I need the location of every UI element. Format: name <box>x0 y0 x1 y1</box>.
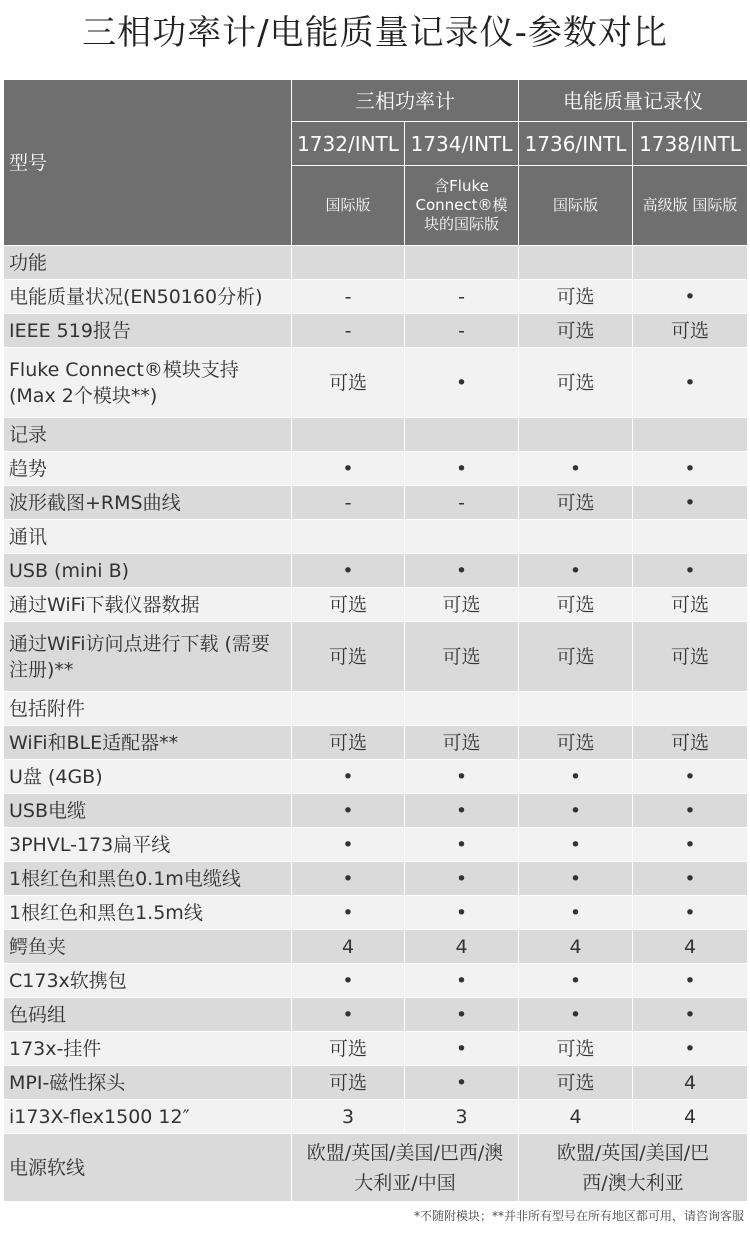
cell-value: 4 <box>292 930 405 964</box>
cell-value: • <box>405 1032 519 1066</box>
cell-value: • <box>292 452 405 486</box>
table-row <box>4 622 748 692</box>
comparison-table <box>3 79 748 1202</box>
cell-value: • <box>405 896 519 930</box>
row-label: 通过WiFi下载仪器数据 <box>4 588 292 622</box>
cell-value <box>633 520 748 554</box>
footnote: *不随附模块；**并非所有型号在所有地区都可用，请咨询客服 <box>413 1209 744 1223</box>
cell-value: • <box>292 998 405 1032</box>
cell-value: 4 <box>633 1100 748 1134</box>
cell-value: • <box>292 828 405 862</box>
cell-value: 可选 <box>519 1066 633 1100</box>
table-row <box>4 930 748 964</box>
row-label: 波形截图+RMS曲线 <box>4 486 292 520</box>
cell-value: 可选 <box>519 726 633 760</box>
cell-value: • <box>405 1066 519 1100</box>
table-row <box>4 828 748 862</box>
cell-value: - <box>292 280 405 314</box>
cell-value: 3 <box>405 1100 519 1134</box>
cell-value: 4 <box>519 930 633 964</box>
cell-value: 可选 <box>633 726 748 760</box>
cell-value: • <box>633 554 748 588</box>
cell-value: - <box>405 280 519 314</box>
cell-value: • <box>405 998 519 1032</box>
cell-value: 可选 <box>292 1032 405 1066</box>
cell-value <box>292 418 405 452</box>
cell-value <box>405 692 519 726</box>
table-row <box>4 1100 748 1134</box>
model-1732: 1732/INTL <box>292 122 405 166</box>
model-1736: 1736/INTL <box>519 122 633 166</box>
cell-value: • <box>633 828 748 862</box>
cell-value <box>633 246 748 280</box>
cell-value: • <box>633 486 748 520</box>
row-label: U盘 (4GB) <box>4 760 292 794</box>
cell-value: • <box>405 348 519 418</box>
cell-value: - <box>292 314 405 348</box>
version-1738: 高级版 国际版 <box>633 166 748 246</box>
cell-value: - <box>292 486 405 520</box>
section-label: 通讯 <box>4 520 292 554</box>
cell-value: 可选 <box>292 726 405 760</box>
table-row <box>4 452 748 486</box>
section-row <box>4 692 748 726</box>
row-label: 趋势 <box>4 452 292 486</box>
section-row <box>4 246 748 280</box>
row-label: 鳄鱼夹 <box>4 930 292 964</box>
table-row <box>4 760 748 794</box>
cell-value: • <box>405 828 519 862</box>
cell-value: 可选 <box>405 622 519 692</box>
row-label: 色码组 <box>4 998 292 1032</box>
row-label: 1根红色和黑色1.5m线 <box>4 896 292 930</box>
cell-value: • <box>519 760 633 794</box>
cell-value: 可选 <box>405 588 519 622</box>
cell-value: • <box>519 554 633 588</box>
row-label: 173x-挂件 <box>4 1032 292 1066</box>
cell-value: • <box>405 452 519 486</box>
model-1734: 1734/INTL <box>405 122 519 166</box>
model-label: 型号 <box>4 80 292 246</box>
cell-value: • <box>292 554 405 588</box>
cell-value: • <box>292 896 405 930</box>
table-row <box>4 862 748 896</box>
cell-value <box>405 246 519 280</box>
row-label: MPI-磁性探头 <box>4 1066 292 1100</box>
cell-value: • <box>633 452 748 486</box>
row-label: C173x软携包 <box>4 964 292 998</box>
row-label: 电源软线 <box>4 1134 292 1202</box>
row-label: 1根红色和黑色0.1m电缆线 <box>4 862 292 896</box>
table-row <box>4 964 748 998</box>
section-row <box>4 520 748 554</box>
cell-value <box>633 692 748 726</box>
section-label: 功能 <box>4 246 292 280</box>
row-label: 3PHVL-173扁平线 <box>4 828 292 862</box>
cell-value: • <box>405 554 519 588</box>
cell-value <box>519 692 633 726</box>
table-row <box>4 998 748 1032</box>
cell-value: • <box>633 1032 748 1066</box>
row-label: 通过WiFi访问点进行下载 (需要注册)** <box>4 622 292 692</box>
cell-value: • <box>292 862 405 896</box>
cell-value: 可选 <box>519 314 633 348</box>
header-row-groups <box>4 80 748 122</box>
version-1732: 国际版 <box>292 166 405 246</box>
cell-value: • <box>519 998 633 1032</box>
page-title: 三相功率计/电能质量记录仪-参数对比 <box>82 13 668 53</box>
cell-value <box>292 520 405 554</box>
section-row <box>4 418 748 452</box>
cell-value: - <box>405 486 519 520</box>
table-body <box>4 80 748 1202</box>
table-row <box>4 588 748 622</box>
cell-value: • <box>405 760 519 794</box>
cell-value: • <box>519 452 633 486</box>
cell-value: • <box>519 862 633 896</box>
model-1738: 1738/INTL <box>633 122 748 166</box>
group-power-meter: 三相功率计 <box>292 80 519 122</box>
cell-value: • <box>405 862 519 896</box>
cell-value: • <box>405 794 519 828</box>
table-row <box>4 1066 748 1100</box>
cell-value: • <box>292 964 405 998</box>
cell-value: 可选 <box>633 314 748 348</box>
table-row <box>4 794 748 828</box>
cell-value: 可选 <box>292 588 405 622</box>
cell-value: 可选 <box>519 280 633 314</box>
cell-value: • <box>633 280 748 314</box>
table-row <box>4 280 748 314</box>
cell-value: 4 <box>633 930 748 964</box>
cell-value <box>519 418 633 452</box>
table-row <box>4 486 748 520</box>
cell-value: • <box>519 794 633 828</box>
cell-value: • <box>633 964 748 998</box>
cell-value <box>292 246 405 280</box>
cell-value <box>292 692 405 726</box>
cell-value: • <box>519 964 633 998</box>
cell-value: 可选 <box>519 622 633 692</box>
cell-value: 3 <box>292 1100 405 1134</box>
section-label: 包括附件 <box>4 692 292 726</box>
power-cord-group-1: 欧盟/英国/美国/巴西/澳大利亚/中国 <box>292 1134 519 1202</box>
group-pq-logger: 电能质量记录仪 <box>519 80 748 122</box>
cell-value: • <box>519 896 633 930</box>
table-row <box>4 554 748 588</box>
cell-value: 可选 <box>519 348 633 418</box>
cell-value: 4 <box>405 930 519 964</box>
row-label: USB (mini B) <box>4 554 292 588</box>
table-row <box>4 348 748 418</box>
power-cord-group-2: 欧盟/英国/美国/巴西/澳大利亚 <box>519 1134 748 1202</box>
cell-value: • <box>633 896 748 930</box>
row-label: i173X-flex1500 12″ <box>4 1100 292 1134</box>
table-row-power-cord <box>4 1134 748 1202</box>
table-row <box>4 896 748 930</box>
cell-value: • <box>633 998 748 1032</box>
cell-value: • <box>633 862 748 896</box>
section-label: 记录 <box>4 418 292 452</box>
table-row <box>4 726 748 760</box>
cell-value: • <box>292 760 405 794</box>
row-label: WiFi和BLE适配器** <box>4 726 292 760</box>
cell-value: • <box>633 760 748 794</box>
cell-value <box>405 520 519 554</box>
version-1736: 国际版 <box>519 166 633 246</box>
cell-value <box>633 418 748 452</box>
cell-value <box>519 520 633 554</box>
cell-value: 可选 <box>633 622 748 692</box>
table-row <box>4 1032 748 1066</box>
version-1734: 含Fluke Connect®模块的国际版 <box>405 166 519 246</box>
cell-value: 可选 <box>405 726 519 760</box>
row-label: USB电缆 <box>4 794 292 828</box>
cell-value <box>519 246 633 280</box>
cell-value: 可选 <box>519 1032 633 1066</box>
cell-value: 可选 <box>633 588 748 622</box>
cell-value: • <box>519 828 633 862</box>
cell-value: • <box>292 794 405 828</box>
cell-value: 4 <box>519 1100 633 1134</box>
cell-value: • <box>633 348 748 418</box>
cell-value: • <box>405 964 519 998</box>
row-label: 电能质量状况(EN50160分析) <box>4 280 292 314</box>
cell-value: 4 <box>633 1066 748 1100</box>
row-label: Fluke Connect®模块支持 (Max 2个模块**) <box>4 348 292 418</box>
cell-value: 可选 <box>292 622 405 692</box>
cell-value: - <box>405 314 519 348</box>
cell-value <box>405 418 519 452</box>
cell-value: • <box>633 794 748 828</box>
cell-value: 可选 <box>519 588 633 622</box>
table-row <box>4 314 748 348</box>
cell-value: 可选 <box>292 348 405 418</box>
cell-value: 可选 <box>519 486 633 520</box>
cell-value: 可选 <box>292 1066 405 1100</box>
row-label: IEEE 519报告 <box>4 314 292 348</box>
